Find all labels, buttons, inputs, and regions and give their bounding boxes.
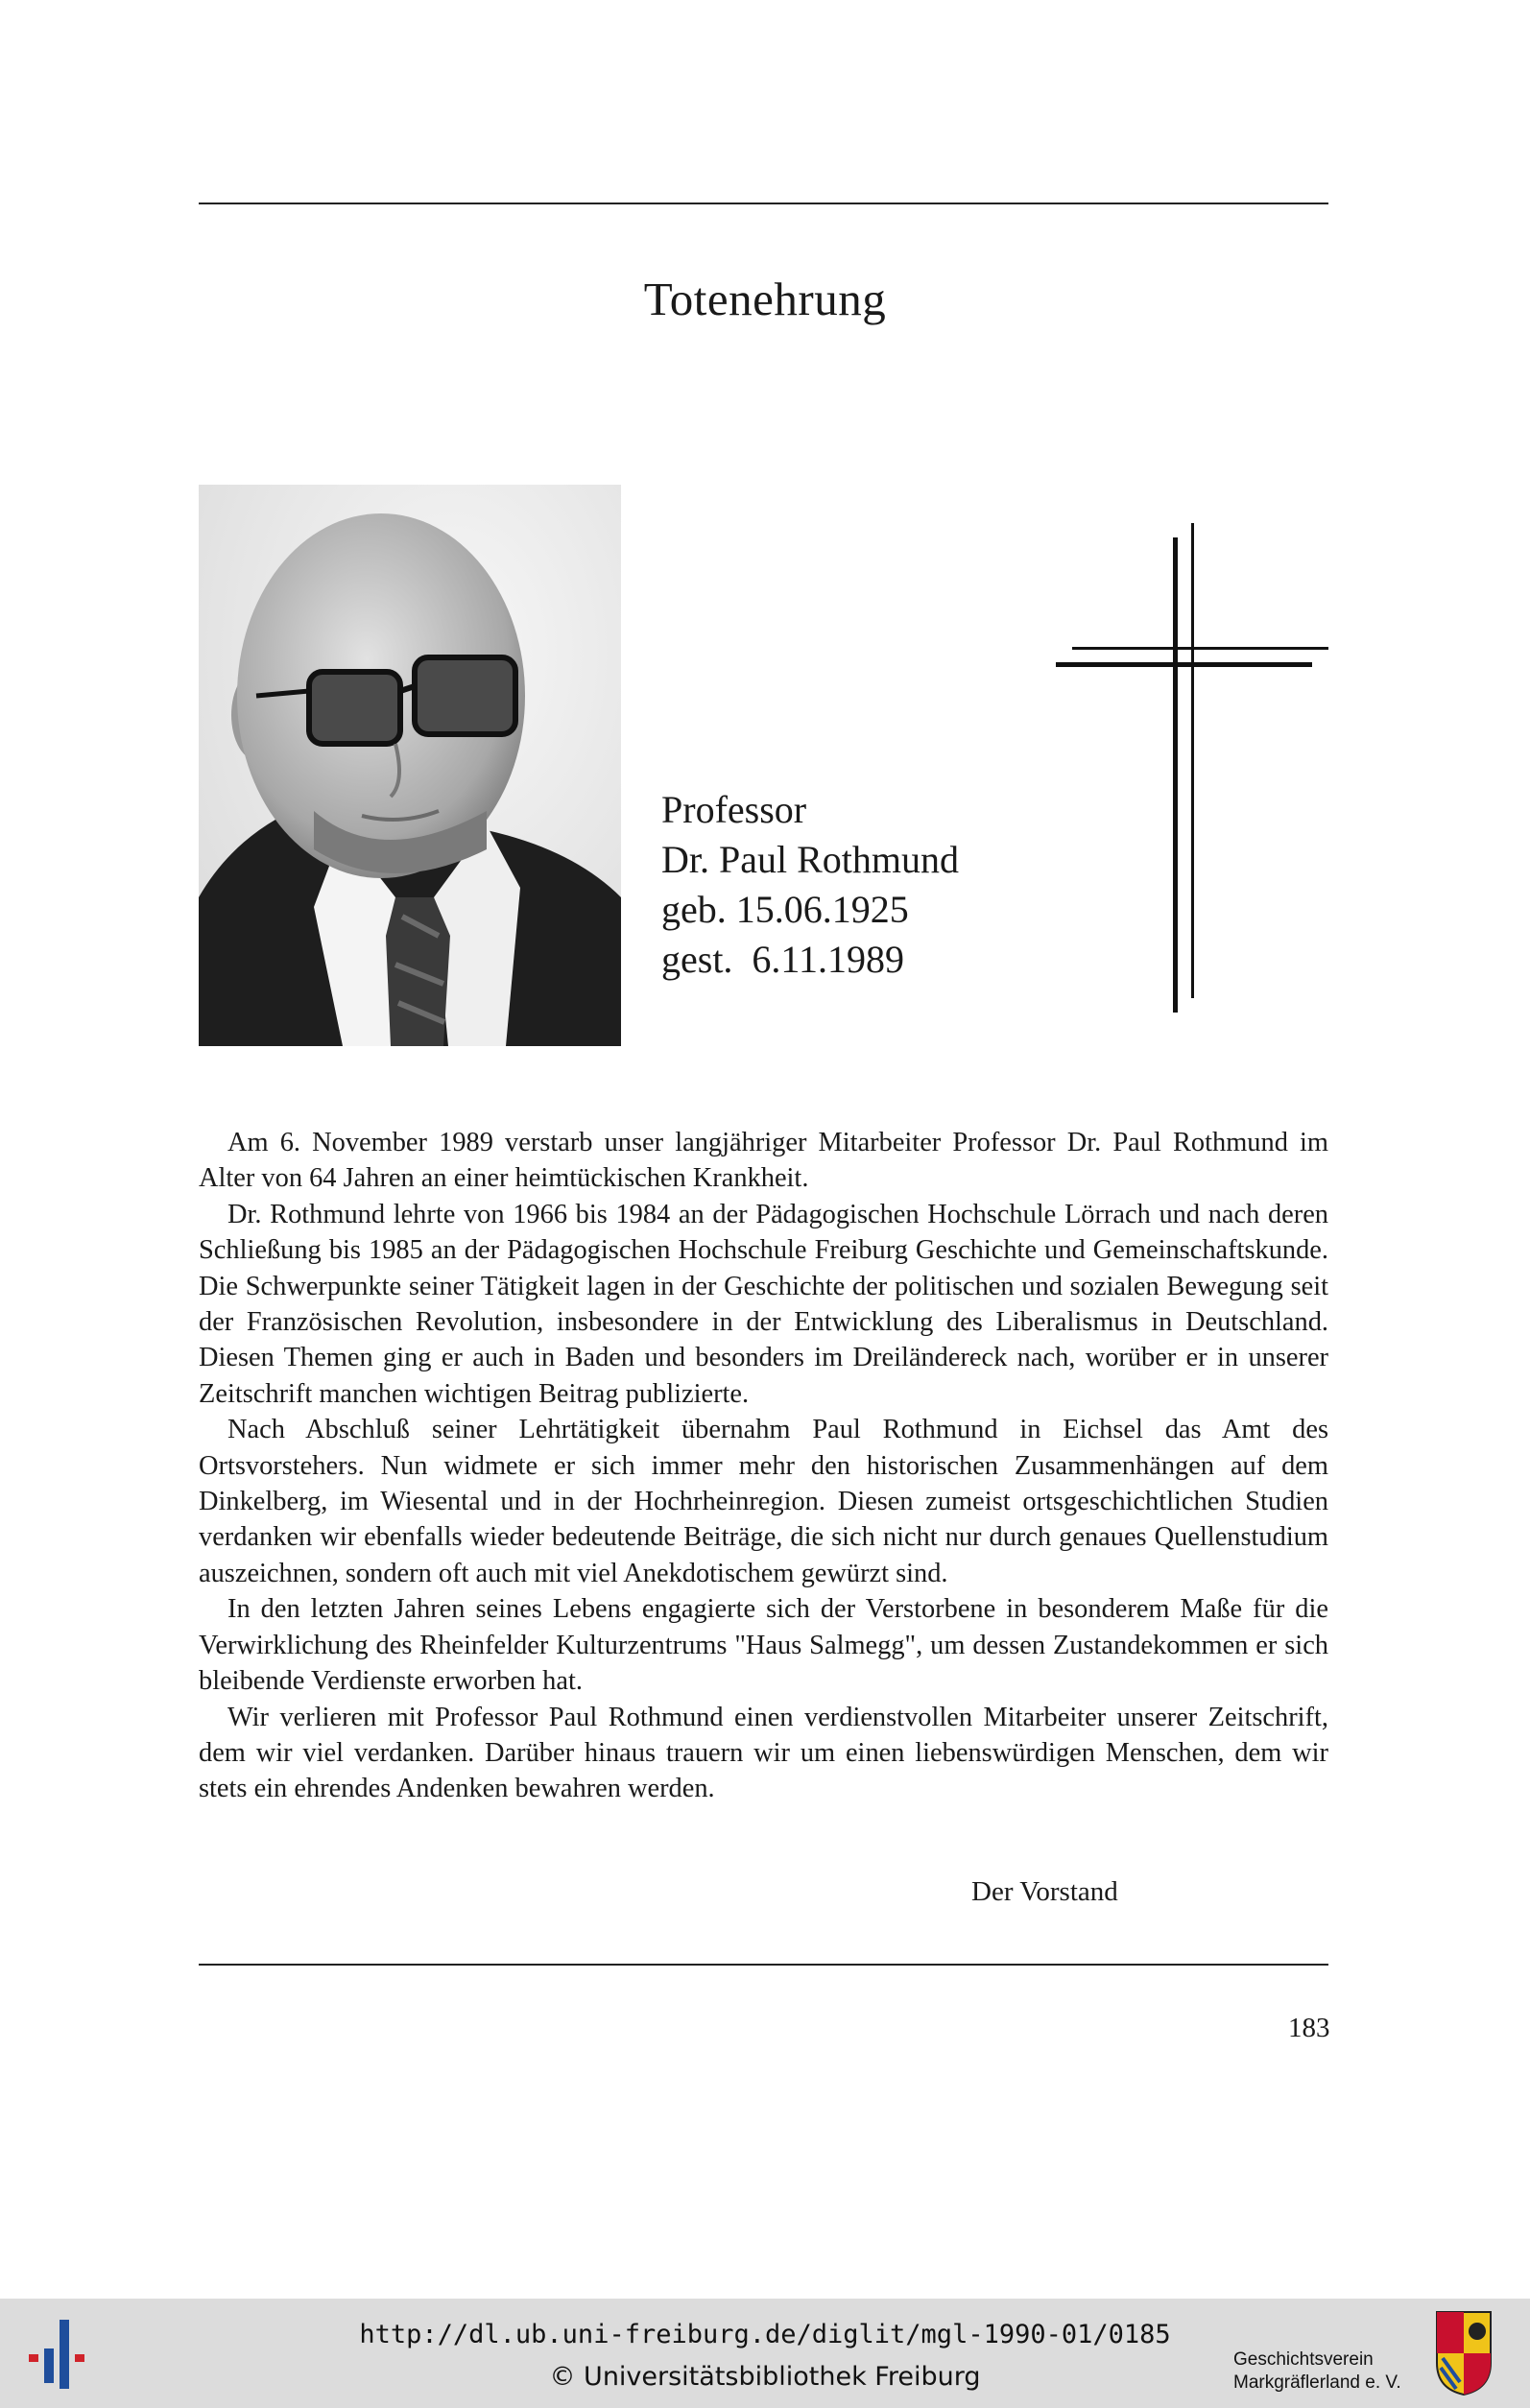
page-title: Totenehrung bbox=[643, 273, 887, 325]
death-date: gest. 6.11.1989 bbox=[661, 938, 904, 981]
coat-of-arms-icon[interactable] bbox=[1435, 2310, 1493, 2396]
cross-icon bbox=[1051, 518, 1339, 1017]
deceased-info bbox=[661, 785, 959, 985]
footer-url-link[interactable]: http://dl.ub.uni-freiburg.de/diglit/mgl-1990-01/0185 bbox=[359, 2320, 1171, 2349]
birth-date: geb. 15.06.1925 bbox=[661, 888, 909, 931]
signature: Der Vorstand bbox=[971, 1876, 1118, 1907]
society-line-2: Markgräflerland e. V. bbox=[1233, 2372, 1401, 2393]
paragraph: In den letzten Jahren seines Lebens engagierte sich der Verstorbene in besonderem Maße für die Verwirklichung des Rheinfelder Kulturzentrums "Haus Salmegg", um dessen Zustandekommen er sich bleibende Verdienste erworben hat. bbox=[199, 1594, 1328, 1697]
footer-bar bbox=[0, 2299, 1530, 2408]
society-line-1: Geschichtsverein bbox=[1233, 2349, 1374, 2370]
page-number: 183 bbox=[1288, 2013, 1330, 2043]
paragraph: Wir verlieren mit Professor Paul Rothmund einen verdienstvollen Mitarbeiter unserer Zeitschrift, dem wir viel verdanken. Darüber hinaus trauern wir um einen liebenswürdigen Menschen, dem wir stets ein ehrendes Andenken bewahren werden. bbox=[199, 1702, 1328, 1804]
paragraph: Dr. Rothmund lehrte von 1966 bis 1984 an der Pädagogischen Hochschule Lörrach und nach deren Schließung bis 1985 an der Pädagogischen Hochschule Freiburg Geschichte und Gemeinschaftskunde. Die Schwerpunkte seiner Tätigkeit lagen in der Geschichte der politischen und sozialen Bewegung seit der Französischen Revolution, insbesondere in der Entwicklung des Liberalismus in Deutschland. Diesen Themen ging er auch in Baden und besonders im Dreiländereck nach, worüber er in unserer Zeitschrift manchen wichtigen Beitrag publizierte. bbox=[199, 1199, 1328, 1409]
obituary-text bbox=[199, 1125, 1328, 1807]
deceased-name: Dr. Paul Rothmund bbox=[661, 838, 960, 881]
paragraph: Nach Abschluß seiner Lehrtätigkeit übernahm Paul Rothmund in Eichsel das Amt des Ortsvorstehers. Nun widmete er sich immer mehr den historischen Zusammenhängen auf dem Dinkelberg, im Wiesental und in der Hochrheinregion. Diesen zumeist ortsgeschichtlichen Studien verdanken wir ebenfalls wieder bedeutende Beiträge, die sich nicht nur durch genaues Quellenstudium auszeichnen, sondern oft auch mit viel Anekdotischem gewürzt sind. bbox=[199, 1415, 1328, 1588]
deceased-title: Professor bbox=[661, 788, 807, 831]
bottom-rule bbox=[199, 1964, 1328, 1966]
society-name bbox=[1233, 2348, 1401, 2395]
paragraph: Am 6. November 1989 verstarb unser langjähriger Mitarbeiter Professor Dr. Paul Rothmund im Alter von 64 Jahren an einer heimtückischen Krankheit. bbox=[199, 1128, 1328, 1194]
footer-copyright: © Universitätsbibliothek Freiburg bbox=[549, 2362, 981, 2392]
portrait-photo bbox=[199, 485, 621, 1046]
top-rule bbox=[199, 203, 1328, 204]
